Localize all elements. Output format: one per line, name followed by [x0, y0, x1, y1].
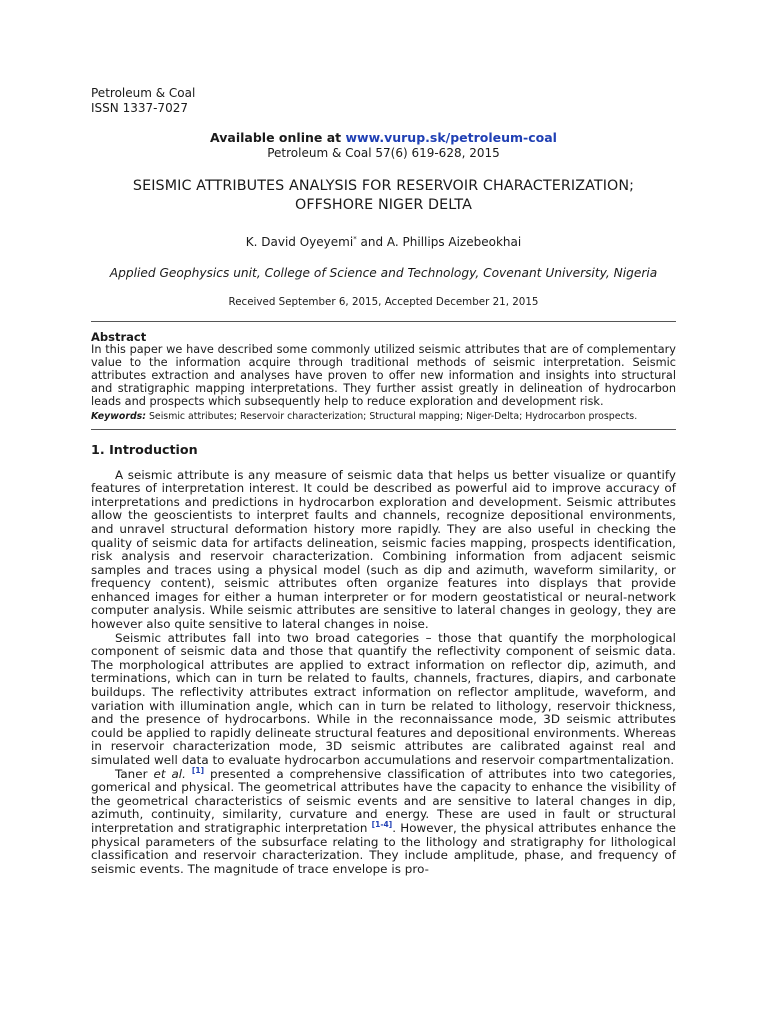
section-body	[91, 469, 676, 877]
paragraph-1: A seismic attribute is any measure of seismic data that helps us better visualize or quantify features of interpretation interest. It could be described as powerful aid to improve accuracy of interpretations and predictions in hydrocarbon exploration and development. Seismic attributes allow the geoscientists to interpret faults and channels, recognize depositional environments, and unravel structural deformation history more rapidly. They are also useful in checking the quality of seismic data for artifacts delineation, seismic facies mapping, prospects identification, risk analysis and reservoir characterization. Combining information from adjacent seismic samples and traces using a physical model (such as dip and azimuth, waveform similarity, or frequency content), seismic attributes often organize features into displays that provide enhanced images for either a human interpreter or for modern geostatistical or neural-network computer analysis. While seismic attributes are sensitive to lateral changes in geology, they are however also quite sensitive to lateral changes in noise.	[91, 467, 676, 632]
p3-text-b: presented a comprehensive classification of attributes into two categories, gomerical and physical. The geometrical attributes have the capacity to enhance the visibility of the geometrical characteristics of seismic events and are sensitive to lateral changes in dip, azimuth, continuity, similarity, curvature and energy. These are used in fault or structural interpretation and stratigraphic interpretation	[91, 766, 676, 835]
reference-link-1-4[interactable]: [1-4]	[371, 820, 393, 829]
abstract-text: In this paper we have described some commonly utilized seismic attributes that are of complementary value to the information acquire through traditional methods of seismic interpretation. Seismic attributes extraction and analyses have proven to offer new information and insights into structural and stratigraphic mapping interpretations. They further assist greatly in delineation of hydrocarbon leads and prospects which subsequently help to reduce exploration and development risk.	[91, 343, 676, 408]
p3-text-c: . However, the physical attributes enhance the physical parameters of the subsurface relating to the lithology and stratigraphy for lithological classification and reservoir characterization. They include amplitude, phase, and frequency of seismic events. The magnitude of trace envelope is pro-	[91, 820, 676, 876]
divider	[91, 429, 676, 430]
reference-link-1[interactable]: [1]	[191, 765, 205, 775]
authors	[91, 232, 676, 250]
paper-page	[91, 86, 676, 876]
affiliation: Applied Geophysics unit, College of Science and Technology, Covenant University, Nigeria	[109, 266, 658, 280]
corresponding-mark: *	[353, 235, 357, 243]
issn: ISSN 1337-7027	[91, 101, 188, 115]
keywords-label: Keywords:	[91, 410, 146, 422]
et-al: et al.	[153, 766, 186, 781]
paragraph-2: Seismic attributes fall into two broad categories – those that quantify the morphological component of seismic data and those that quantify the reflectivity component of seismic data. The morphological attributes are applied to extract information on reflector dip, azimuth, and terminations, which can in turn be related to faults, channels, fractures, diapirs, and carbonate buildups. The reflectivity attributes extract information on reflector amplitude, waveform, and variation with illumination angle, which can in turn be related to lithology, reservoir thickness, and the presence of hydrocarbons. While in the reconnaissance mode, 3D seismic attributes could be applied to rapidly delineate structural features and depositional environments. Whereas in reservoir characterization mode, 3D seismic attributes are calibrated against real and simulated well data to evaluate hydrocarbon accumulations and reservoir compartmentalization.	[91, 630, 677, 767]
section-heading: 1. Introduction	[91, 441, 198, 457]
divider	[91, 321, 676, 322]
journal-name: Petroleum & Coal	[91, 86, 196, 100]
title-line-2: OFFSHORE NIGER DELTA	[295, 197, 472, 213]
paper-title	[91, 177, 676, 215]
author-1: K. David Oyeyemi	[245, 235, 354, 249]
abstract-heading: Abstract	[91, 330, 147, 344]
journal-url-link[interactable]: www.vurup.sk/petroleum-coal	[345, 130, 557, 145]
available-prefix: Available online at	[210, 130, 346, 145]
available-online	[91, 130, 676, 146]
title-line-1: SEISMIC ATTRIBUTES ANALYSIS FOR RESERVOIR CHARACTERIZATION;	[132, 178, 635, 194]
keywords	[91, 410, 676, 423]
keywords-list: Seismic attributes; Reservoir characterization; Structural mapping; Niger-Delta; Hydrocarbon prospects.	[146, 410, 638, 422]
author-rest: and A. Phillips Aizebeokhai	[356, 235, 522, 249]
p3-text-a: Taner	[115, 766, 154, 781]
citation: Petroleum & Coal 57(6) 619-628, 2015	[267, 146, 500, 160]
paragraph-3	[91, 765, 676, 877]
received-dates: Received September 6, 2015, Accepted December 21, 2015	[228, 296, 539, 308]
